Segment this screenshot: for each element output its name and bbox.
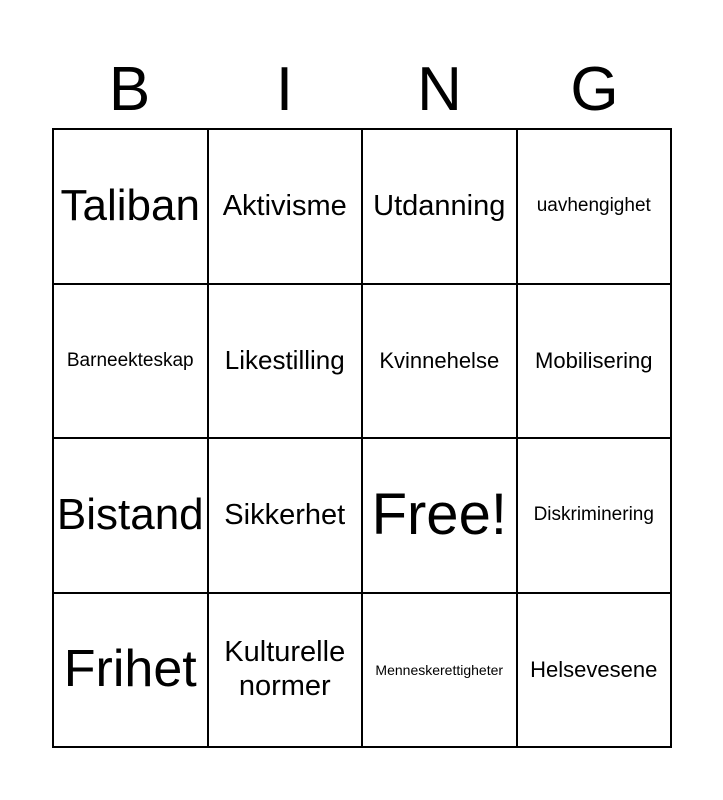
bingo-cell[interactable]: Menneskerettigheter (363, 594, 518, 749)
bingo-cell[interactable]: Likestilling (209, 285, 364, 440)
header-letter-n: N (417, 55, 462, 124)
bingo-cell[interactable]: Utdanning (363, 130, 518, 285)
bingo-cell[interactable]: Kulturelle normer (209, 594, 364, 749)
bingo-cell[interactable]: Taliban (54, 130, 209, 285)
bingo-cell[interactable]: Aktivisme (209, 130, 364, 285)
bingo-cell[interactable]: Mobilisering (518, 285, 673, 440)
bingo-cell[interactable]: Barneekteskap (54, 285, 209, 440)
bingo-cell[interactable]: Kvinnehelse (363, 285, 518, 440)
bingo-cell[interactable]: Bistand (54, 439, 209, 594)
bingo-card-grid (52, 128, 672, 748)
bingo-cell[interactable]: uavhengighet (518, 130, 673, 285)
bingo-cell[interactable]: Sikkerhet (209, 439, 364, 594)
bingo-cell[interactable]: Frihet (54, 594, 209, 749)
header-letter-b: B (108, 55, 151, 124)
bingo-cell[interactable]: Helsevesene (518, 594, 673, 749)
header-letter-g: G (570, 55, 619, 124)
bingo-header (52, 52, 672, 128)
header-letter-i: I (275, 55, 294, 124)
bingo-cell[interactable]: Diskriminering (518, 439, 673, 594)
bingo-free-cell[interactable]: Free! (363, 439, 518, 594)
